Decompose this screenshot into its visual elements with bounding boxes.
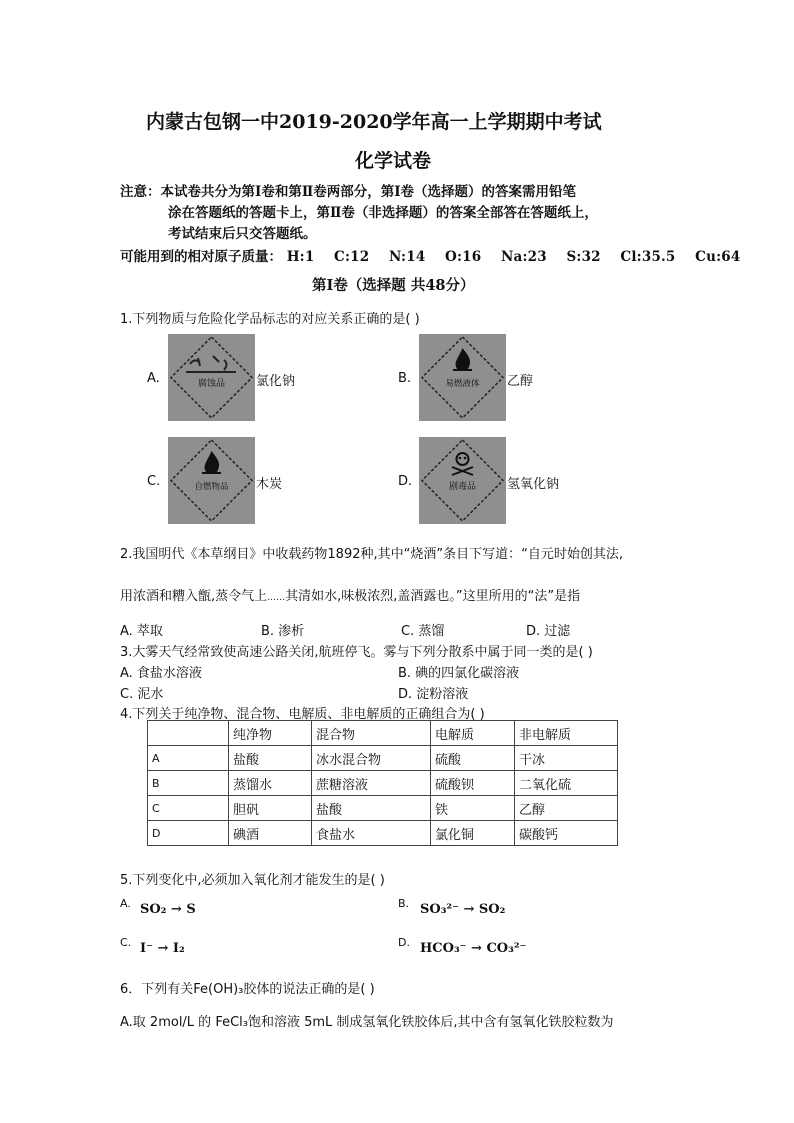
table-row [148,746,618,771]
table-header-cell: 混合物 [312,721,431,746]
mass-item: C:12 [334,249,370,265]
table-cell: D [148,821,229,846]
mass-item: N:14 [388,249,426,265]
table-cell: 乙醇 [515,796,618,821]
table-cell: 蒸馏水 [229,771,312,796]
table-header-cell: 非电解质 [515,721,618,746]
table-cell: 干冰 [515,746,618,771]
q1-option-letter: A. [147,371,160,386]
question-4-stem: 4.下列关于纯净物、混合物、电解质、非电解质的正确组合为( ) [120,707,485,722]
flame-icon [168,437,255,524]
q1-option-answer: 乙醇 [507,374,534,389]
q2-text: 其清如水,味极浓烈,盖酒露也。”这里所用的“法”是指 [285,589,581,604]
q1-option-answer: 氢氧化钠 [507,477,560,492]
table-cell: 铁 [431,796,515,821]
atomic-masses-label: 可能用到的相对原子质量： [120,249,282,265]
q5-option-formula: SO₃²⁻ → SO₂ [420,902,506,917]
question-2-line: 2.我国明代《本草纲目》中收载药物1892种,其中“烧酒”条目下写道：“自元时始创其法, [120,547,623,562]
mass-item: Cl:35.5 [620,249,676,265]
question-5-stem: 5.下列变化中,必须加入氧化剂才能发生的是( ) [120,873,385,888]
table-header-cell: 纯净物 [229,721,312,746]
question-6-stem: 6．下列有关Fe(OH)₃胶体的说法正确的是( ) [120,982,375,997]
page-subtitle: 化学试卷 [355,150,432,172]
question-1-stem: 1.下列物质与危险化学品标志的对应关系正确的是( ) [120,312,420,327]
q3-option: A. 食盐水溶液 [120,666,202,681]
section-title: 第Ⅰ卷（选择题 共48分） [312,277,475,294]
sign-label: 剧毒品 [448,482,477,492]
table-header-cell [148,721,229,746]
table-cell: 硫酸 [431,746,515,771]
table-cell: 食盐水 [312,821,431,846]
table-cell: A [148,746,229,771]
page-title: 内蒙古包钢一中2019-2020学年高一上学期期中考试 [146,111,602,133]
mass-item: Cu:64 [695,249,741,265]
q1-option-answer: 氯化钠 [256,374,296,389]
table-cell: 盐酸 [229,746,312,771]
sign-label: 自燃物品 [194,482,229,492]
q5-option-formula: SO₂ → S [140,902,196,917]
q3-option: C. 泥水 [120,687,164,702]
table-row [148,821,618,846]
spontaneous-combustion-sign [168,437,255,524]
q1-option-letter: C. [147,474,161,489]
table-cell: 胆矾 [229,796,312,821]
q2-text: 用浓酒和糟入甑,蒸令气上 [120,589,268,604]
flammable-liquid-sign [419,334,506,421]
q2-option: C. 蒸馏 [401,624,445,639]
q5-option-formula: I⁻ → I₂ [140,941,185,956]
skull-icon [419,437,506,524]
q5-option-letter: C. [120,936,132,949]
question-3-stem: 3.大雾天气经常致使高速公路关闭,航班停飞。雾与下列分散系中属于同一类的是( ) [120,645,593,660]
table-cell: 碘酒 [229,821,312,846]
flame-icon [419,334,506,421]
q2-ellipsis: …… [267,593,286,603]
mass-item: H:1 [286,249,315,265]
table-cell: 硫酸钡 [431,771,515,796]
table-header-row [148,721,618,746]
q2-option: B. 渗析 [261,624,305,639]
q2-option: A. 萃取 [120,624,163,639]
q6-option-a: A.取 2mol/L 的 FeCl₃饱和溶液 5mL 制成氢氧化铁胶体后,其中含有氢氧化铁胶粒数为 [120,1015,614,1030]
table-cell: B [148,771,229,796]
table-cell: 二氧化硫 [515,771,618,796]
notice-line: 涂在答题纸的答题卡上，第Ⅱ卷（非选择题）的答案全部答在答题纸上， [168,205,598,221]
table-cell: 氯化铜 [431,821,515,846]
q5-option-formula: HCO₃⁻ → CO₃²⁻ [420,941,527,956]
notice-line: 考试结束后只交答题纸。 [168,226,317,242]
q5-option-letter: A. [120,897,131,910]
q1-option-answer: 木炭 [256,477,283,492]
question-2-line [120,585,580,604]
table-cell: 碳酸钙 [515,821,618,846]
table-cell: 蔗糖溶液 [312,771,431,796]
q3-option: B. 碘的四氯化碳溶液 [398,666,520,681]
q1-option-letter: D. [398,474,413,489]
q5-option-letter: D. [398,936,410,949]
classification-table [147,720,618,846]
q2-option: D. 过滤 [526,624,571,639]
notice-line: 注意：本试卷共分为第Ⅰ卷和第Ⅱ卷两部分，第Ⅰ卷（选择题）的答案需用铅笔 [120,184,577,200]
q3-option: D. 淀粉溶液 [398,687,469,702]
table-row [148,796,618,821]
toxic-sign [419,437,506,524]
q1-option-letter: B. [398,371,412,386]
table-header-cell: 电解质 [431,721,515,746]
corrosive-sign [168,334,255,421]
sign-label: 腐蚀品 [197,379,226,389]
mass-item: Na:23 [500,249,547,265]
table-cell: C [148,796,229,821]
q5-option-letter: B. [398,897,410,910]
mass-item: O:16 [445,249,482,265]
mass-item: S:32 [566,249,601,265]
table-row [148,771,618,796]
table-cell: 冰水混合物 [312,746,431,771]
sign-label: 易燃液体 [445,379,480,389]
atomic-masses [120,245,740,265]
table-cell: 盐酸 [312,796,431,821]
corrosive-icon [168,334,255,421]
